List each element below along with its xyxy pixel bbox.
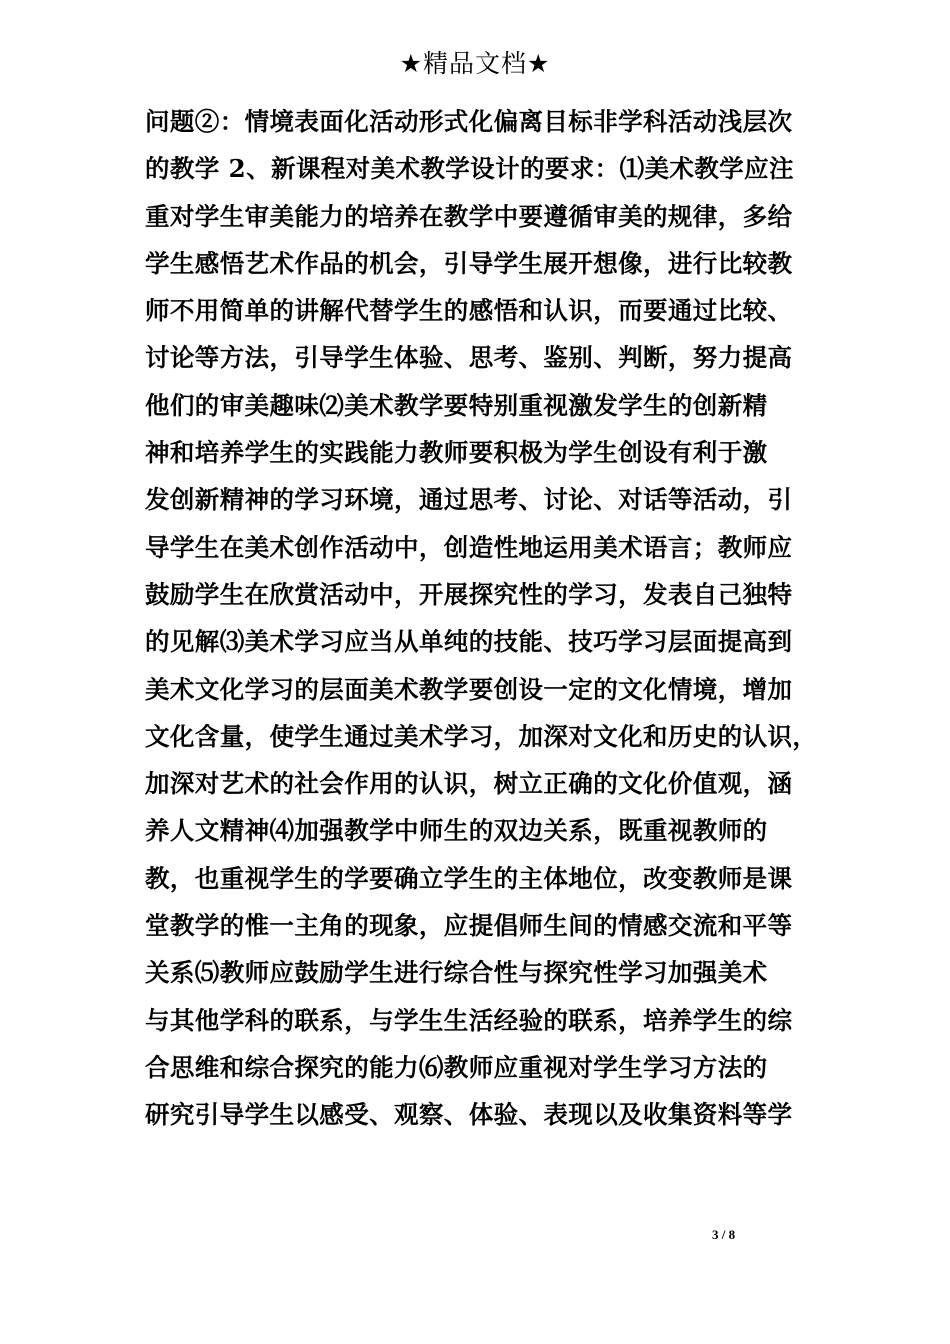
text-line: 与其他学科的联系，与学生生活经验的联系，培养学生的综: [145, 1005, 793, 1035]
text-line: 的教学 2、新课程对美术教学设计的要求：⑴美术教学应注: [145, 154, 794, 184]
text-line: 神和培养学生的实践能力教师要积极为学生创设有利于激: [145, 438, 768, 468]
text-line: 堂教学的惟一主角的现象，应提倡师生间的情感交流和平等: [145, 911, 793, 941]
text-line: 合思维和综合探究的能力⑹教师应重视对学生学习方法的: [145, 1052, 768, 1082]
page-header-title: ★精品文档★: [399, 49, 551, 78]
text-line: 研究引导学生以感受、观察、体验、表现以及收集资料等学: [145, 1100, 793, 1130]
text-line: 他们的审美趣味⑵美术教学要特别重视激发学生的创新精: [145, 390, 768, 420]
text-line: 讨论等方法，引导学生体验、思考、鉴别、判断，努力提高: [145, 343, 793, 373]
document-body: [145, 98, 818, 1139]
text-line: 加深对艺术的社会作用的认识，树立正确的文化价值观，涵: [145, 769, 793, 799]
text-line: 美术文化学习的层面美术教学要创设一定的文化情境，增加: [145, 674, 793, 704]
text-line: 文化含量，使学生通过美术学习，加深对文化和历史的认识，: [145, 721, 818, 751]
text-line: 关系⑸教师应鼓励学生进行综合性与探究性学习加强美术: [145, 958, 768, 988]
text-line: 发创新精神的学习环境，通过思考、讨论、对话等活动，引: [145, 485, 793, 515]
text-line: 的见解⑶美术学习应当从单纯的技能、技巧学习层面提高到: [145, 627, 793, 657]
text-line: 鼓励学生在欣赏活动中，开展探究性的学习，发表自己独特: [145, 579, 793, 609]
text-line: 导学生在美术创作活动中，创造性地运用美术语言；教师应: [145, 532, 793, 562]
text-line: 学生感悟艺术作品的机会，引导学生展开想像，进行比较教: [145, 248, 793, 278]
text-line: 养人文精神⑷加强教学中师生的双边关系，既重视教师的: [145, 816, 768, 846]
text-line: 教，也重视学生的学要确立学生的主体地位，改变教师是课: [145, 863, 793, 893]
page-number: 3 / 8: [712, 1227, 736, 1242]
text-line: 重对学生审美能力的培养在教学中要遵循审美的规律，多给: [145, 201, 793, 231]
text-line: 问题②：情境表面化活动形式化偏离目标非学科活动浅层次: [145, 107, 793, 136]
text-line: 师不用简单的讲解代替学生的感悟和认识，而要通过比较、: [145, 296, 793, 326]
